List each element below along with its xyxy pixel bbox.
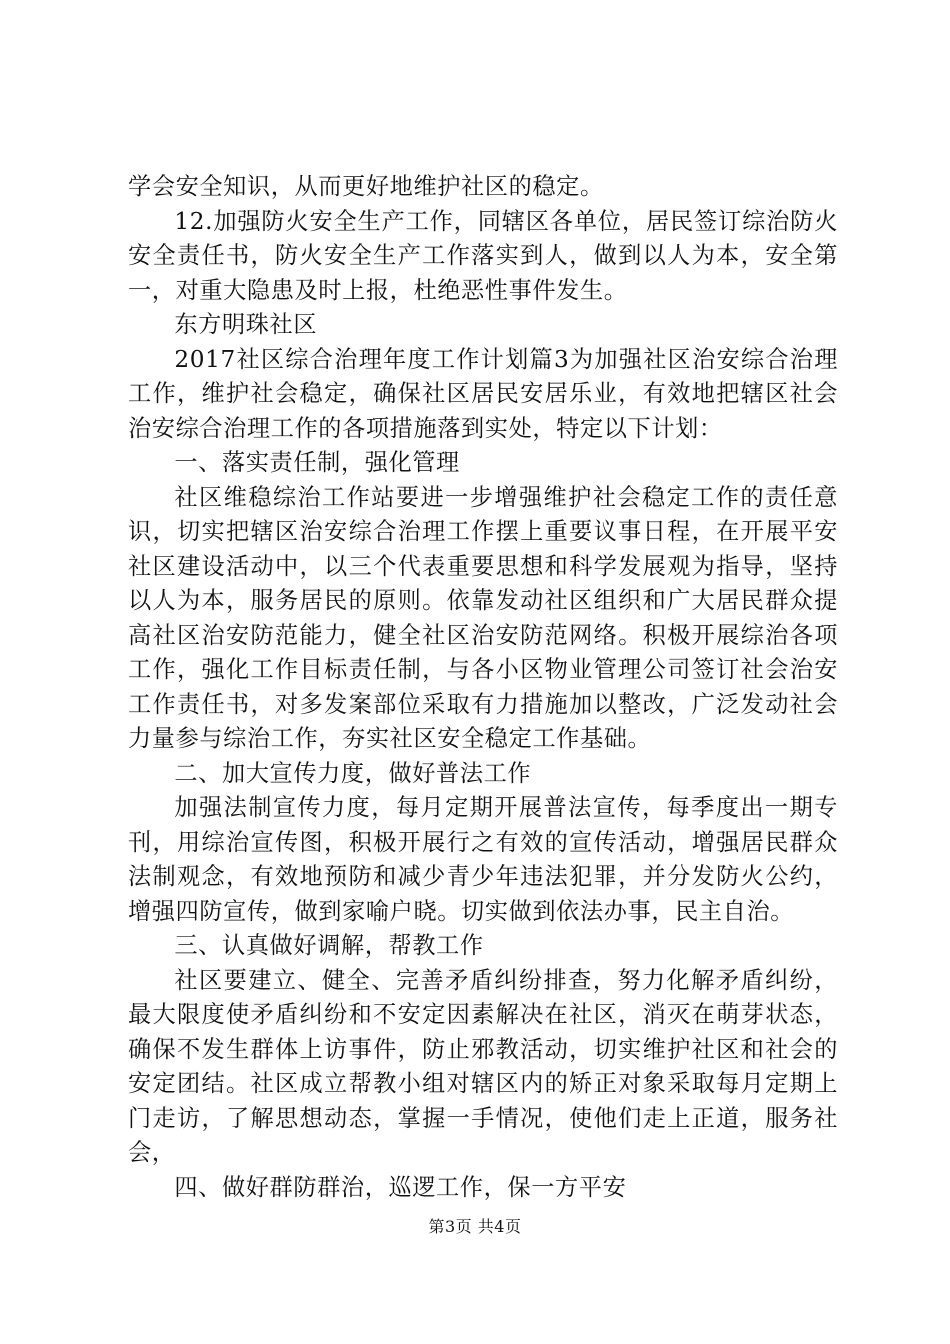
- document-body: [128, 170, 838, 1205]
- paragraph: 加强法制宣传力度，每月定期开展普法宣传，每季度出一期专刊，用综治宣传图，积极开展行之有效的宣传活动，增强居民群众法制观念，有效地预防和减少青少年违法犯罪，并分发防火公约，增强四防宣传，做到家喻户晓。切实做到依法办事，民主自治。: [128, 794, 838, 925]
- paragraph: 12.加强防火安全生产工作，同辖区各单位，居民签订综治防火安全责任书，防火安全生产工作落实到人，做到以人为本，安全第一，对重大隐患及时上报，杜绝恶性事件发生。: [128, 207, 838, 304]
- section-heading: 一、落实责任制，强化管理: [174, 449, 460, 476]
- paragraph: 社区维稳综治工作站要进一步增强维护社会稳定工作的责任意识，切实把辖区治安综合治理工作摆上重要议事日程，在开展平安社区建设活动中，以三个代表重要思想和科学发展观为指导，坚持以人为本，服务居民的原则。依靠发动社区组织和广大居民群众提高社区治安防范能力，健全社区治安防范网络。积极开展综治各项工作，强化工作目标责任制，与各小区物业管理公司签订社会治安工作责任书，对多发案部位采取有力措施加以整改，广泛发动社会力量参与综治工作，夯实社区安全稳定工作基础。: [128, 483, 838, 752]
- section-heading: 四、做好群防群治，巡逻工作，保一方平安: [174, 1173, 627, 1201]
- section-heading: 三、认真做好调解，帮教工作: [174, 932, 484, 959]
- paragraph: 东方明珠社区: [174, 311, 318, 338]
- paragraph: 2017社区综合治理年度工作计划篇3为加强社区治安综合治理工作，维护社会稳定，确保社区居民安居乐业，有效地把辖区社会治安综合治理工作的各项措施落到实处，特定以下计划：: [128, 345, 838, 442]
- page-number-footer: 第3页 共4页: [428, 1217, 522, 1236]
- paragraph: 社区要建立、健全、完善矛盾纠纷排查，努力化解矛盾纠纷，最大限度使矛盾纠纷和不安定因素解决在社区，消灭在萌芽状态，确保不发生群体上访事件，防止邪教活动，切实维护社区和社会的安定团结。社区成立帮教小组对辖区内的矫正对象采取每月定期上门走访，了解思想动态，掌握一手情况，使他们走上正道，服务社会，: [128, 966, 838, 1166]
- section-heading: 二、加大宣传力度，做好普法工作: [174, 759, 532, 787]
- paragraph: 学会安全知识，从而更好地维护社区的稳定。: [128, 173, 604, 200]
